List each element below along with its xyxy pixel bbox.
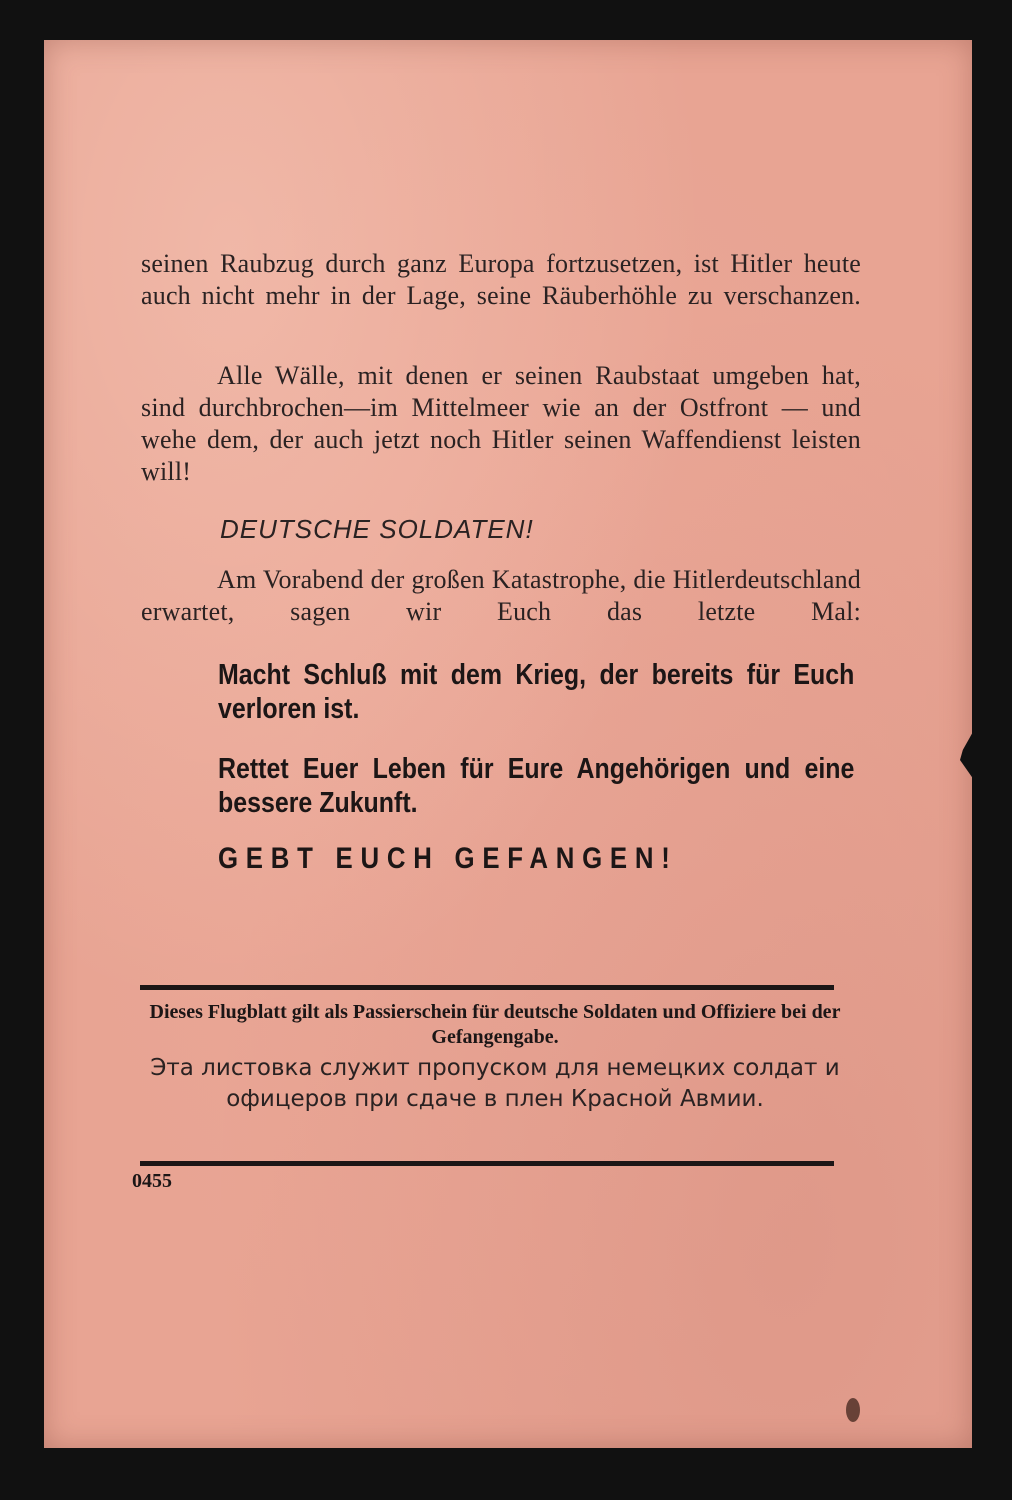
appeal-1: Macht Schluß mit dem Krieg, der bereits für Euch verloren ist.	[218, 659, 855, 725]
paragraph-3: Am Vorabend der großen Katastrophe, die Hitlerdeutschland erwartet, sagen wir Euch das letzte Mal:	[141, 565, 861, 626]
heading: DEUTSCHE SOLDATEN!	[220, 514, 534, 544]
divider-bottom	[140, 1161, 834, 1166]
pass-german: Dieses Flugblatt gilt als Passierschein für deutsche Soldaten und Offiziere bei der Gefangengabe.	[149, 1001, 841, 1048]
leaflet-paper	[44, 40, 972, 1448]
paragraph-2: Alle Wälle, mit denen er seinen Raubstaat umgeben hat, sind durchbrochen—im Mittelmeer wie an der Ostfront — und wehe dem, der auch jetzt noch Hitler seinen Waffendienst leisten will!	[141, 361, 861, 486]
appeal-3: GEBT EUCH GEFANGEN!	[218, 842, 678, 875]
divider-top	[140, 985, 834, 990]
torn-edge	[960, 730, 974, 780]
pass-russian: Эта листовка служит пропуском для немецких солдат и офицеров при сдаче в плен Красной Авмии.	[150, 1055, 840, 1112]
leaflet-code: 0455	[132, 1170, 172, 1192]
appeal-2: Rettet Euer Leben für Eure Angehörigen und eine bessere Zukunft.	[218, 753, 855, 819]
ink-stain	[846, 1398, 860, 1422]
paragraph-1: seinen Raubzug durch ganz Europa fortzusetzen, ist Hitler heute auch nicht mehr in der Lage, seine Räuberhöhle zu verschanzen.	[141, 249, 861, 310]
